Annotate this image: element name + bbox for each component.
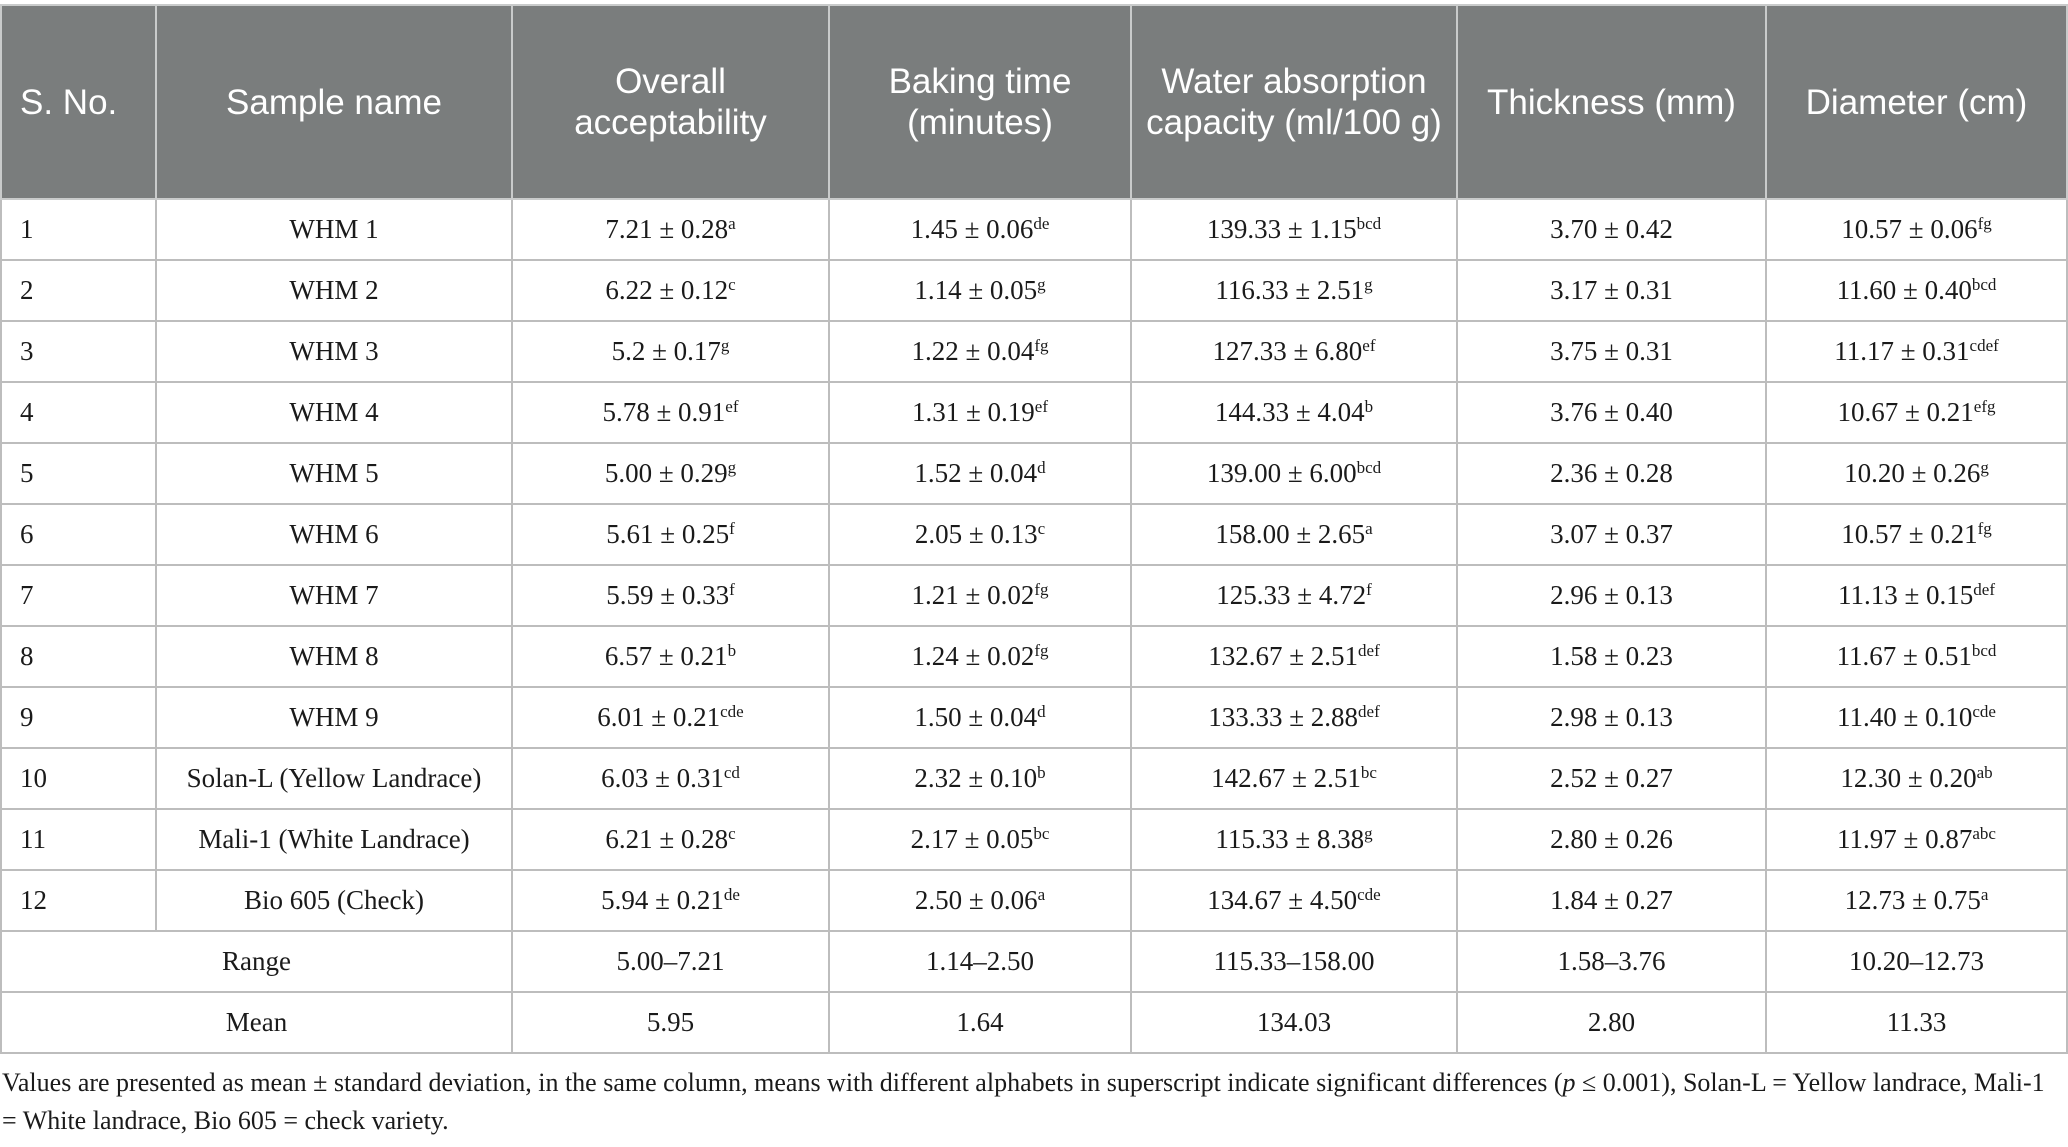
cell-diameter-superscript: bcd bbox=[1971, 275, 1997, 294]
cell-water-absorption-superscript: a bbox=[1365, 519, 1373, 538]
cell-water-absorption-superscript: bcd bbox=[1356, 458, 1382, 477]
cell-sample-name: WHM 4 bbox=[156, 382, 512, 443]
cell-diameter bbox=[1766, 260, 2067, 321]
cell-sample-name: WHM 5 bbox=[156, 443, 512, 504]
cell-overall-acceptability-superscript: c bbox=[728, 275, 736, 294]
cell-overall-acceptability bbox=[512, 809, 829, 870]
summary-dia: 10.20–12.73 bbox=[1766, 931, 2067, 992]
summary-bt: 1.14–2.50 bbox=[829, 931, 1131, 992]
summary-row bbox=[1, 992, 2067, 1053]
cell-diameter-value: 11.13 ± 0.15 bbox=[1837, 580, 1974, 610]
cell-thickness bbox=[1457, 504, 1766, 565]
cell-water-absorption bbox=[1131, 199, 1457, 260]
cell-diameter-superscript: efg bbox=[1973, 397, 1996, 416]
cell-water-absorption bbox=[1131, 748, 1457, 809]
cell-diameter bbox=[1766, 321, 2067, 382]
cell-diameter bbox=[1766, 870, 2067, 931]
cell-baking-time-superscript: b bbox=[1037, 763, 1046, 782]
cell-sno: 11 bbox=[1, 809, 156, 870]
cell-sample-name: Solan-L (Yellow Landrace) bbox=[156, 748, 512, 809]
header-baking-time: Baking time (minutes) bbox=[829, 5, 1131, 199]
header-water-absorption: Water absorption capacity (ml/100 g) bbox=[1131, 5, 1457, 199]
cell-thickness-value: 2.36 ± 0.28 bbox=[1550, 458, 1673, 488]
cell-sno: 5 bbox=[1, 443, 156, 504]
cell-diameter bbox=[1766, 687, 2067, 748]
cell-diameter-value: 10.57 ± 0.21 bbox=[1841, 519, 1978, 549]
table-body bbox=[1, 199, 2067, 1053]
summary-oa: 5.95 bbox=[512, 992, 829, 1053]
cell-water-absorption-value: 133.33 ± 2.88 bbox=[1208, 702, 1359, 732]
cell-overall-acceptability-value: 6.03 ± 0.31 bbox=[601, 763, 724, 793]
cell-water-absorption bbox=[1131, 687, 1457, 748]
cell-baking-time-value: 2.50 ± 0.06 bbox=[914, 885, 1038, 915]
cell-diameter-superscript: abc bbox=[1972, 824, 1996, 843]
table-row bbox=[1, 504, 2067, 565]
cell-water-absorption bbox=[1131, 443, 1457, 504]
cell-overall-acceptability bbox=[512, 626, 829, 687]
cell-water-absorption-superscript: g bbox=[1364, 275, 1373, 294]
cell-overall-acceptability-superscript: cd bbox=[723, 763, 740, 782]
cell-water-absorption bbox=[1131, 260, 1457, 321]
cell-diameter-superscript: g bbox=[1980, 458, 1989, 477]
table-row bbox=[1, 443, 2067, 504]
cell-thickness-value: 3.17 ± 0.31 bbox=[1550, 275, 1673, 305]
cell-water-absorption-value: 134.67 ± 4.50 bbox=[1207, 885, 1358, 915]
cell-sno: 1 bbox=[1, 199, 156, 260]
table-row bbox=[1, 321, 2067, 382]
cell-water-absorption bbox=[1131, 382, 1457, 443]
cell-water-absorption-superscript: b bbox=[1364, 397, 1374, 416]
cell-baking-time bbox=[829, 870, 1131, 931]
summary-row bbox=[1, 931, 2067, 992]
cell-water-absorption-value: 116.33 ± 2.51 bbox=[1215, 275, 1365, 305]
cell-diameter bbox=[1766, 504, 2067, 565]
table-row bbox=[1, 565, 2067, 626]
cell-thickness-value: 2.96 ± 0.13 bbox=[1550, 580, 1673, 610]
header-thickness: Thickness (mm) bbox=[1457, 5, 1766, 199]
cell-water-absorption-superscript: bc bbox=[1360, 763, 1377, 782]
cell-overall-acceptability-superscript: cde bbox=[720, 702, 744, 721]
summary-th: 1.58–3.76 bbox=[1457, 931, 1766, 992]
cell-sample-name: WHM 8 bbox=[156, 626, 512, 687]
summary-th: 2.80 bbox=[1457, 992, 1766, 1053]
cell-thickness bbox=[1457, 870, 1766, 931]
cell-diameter-superscript: a bbox=[1980, 885, 1989, 904]
cell-baking-time-value: 2.05 ± 0.13 bbox=[914, 519, 1038, 549]
cell-baking-time-value: 1.31 ± 0.19 bbox=[911, 397, 1035, 427]
footnote-text-1: Values are presented as mean ± standard deviation, in the same column, means with different alphabets in superscript indicate significant differences ( bbox=[2, 1068, 1563, 1097]
cell-sample-name: WHM 6 bbox=[156, 504, 512, 565]
cell-water-absorption-value: 144.33 ± 4.04 bbox=[1214, 397, 1365, 427]
table-row bbox=[1, 260, 2067, 321]
cell-overall-acceptability-superscript: f bbox=[729, 580, 735, 599]
cell-overall-acceptability-value: 5.59 ± 0.33 bbox=[606, 580, 730, 610]
cell-overall-acceptability-value: 5.00 ± 0.29 bbox=[604, 458, 728, 488]
cell-overall-acceptability-value: 5.78 ± 0.91 bbox=[602, 397, 726, 427]
cell-diameter-value: 12.73 ± 0.75 bbox=[1844, 885, 1981, 915]
cell-thickness-value: 3.76 ± 0.40 bbox=[1550, 397, 1673, 427]
cell-diameter bbox=[1766, 443, 2067, 504]
cell-overall-acceptability-value: 7.21 ± 0.28 bbox=[605, 214, 729, 244]
cell-water-absorption-value: 139.33 ± 1.15 bbox=[1206, 214, 1357, 244]
cell-thickness bbox=[1457, 443, 1766, 504]
cell-diameter bbox=[1766, 626, 2067, 687]
results-table bbox=[0, 4, 2068, 1054]
cell-baking-time-superscript: d bbox=[1037, 458, 1046, 477]
cell-diameter-value: 10.67 ± 0.21 bbox=[1837, 397, 1974, 427]
cell-thickness-value: 3.70 ± 0.42 bbox=[1550, 214, 1673, 244]
cell-overall-acceptability-value: 5.61 ± 0.25 bbox=[606, 519, 730, 549]
cell-thickness bbox=[1457, 321, 1766, 382]
cell-baking-time-value: 1.52 ± 0.04 bbox=[914, 458, 1038, 488]
header-row bbox=[1, 5, 2067, 199]
cell-sno: 8 bbox=[1, 626, 156, 687]
cell-baking-time-superscript: fg bbox=[1034, 641, 1049, 660]
summary-label: Range bbox=[1, 931, 512, 992]
cell-water-absorption-value: 127.33 ± 6.80 bbox=[1212, 336, 1363, 366]
cell-diameter bbox=[1766, 748, 2067, 809]
cell-sno: 2 bbox=[1, 260, 156, 321]
cell-thickness bbox=[1457, 382, 1766, 443]
cell-overall-acceptability bbox=[512, 443, 829, 504]
cell-baking-time-superscript: fg bbox=[1034, 336, 1049, 355]
cell-diameter-superscript: fg bbox=[1977, 214, 1992, 233]
cell-baking-time-superscript: fg bbox=[1034, 580, 1049, 599]
cell-diameter-value: 10.20 ± 0.26 bbox=[1844, 458, 1981, 488]
summary-wac: 134.03 bbox=[1131, 992, 1457, 1053]
summary-label: Mean bbox=[1, 992, 512, 1053]
cell-overall-acceptability bbox=[512, 504, 829, 565]
cell-overall-acceptability bbox=[512, 199, 829, 260]
cell-baking-time-value: 1.21 ± 0.02 bbox=[911, 580, 1035, 610]
cell-baking-time bbox=[829, 626, 1131, 687]
cell-water-absorption-superscript: def bbox=[1358, 702, 1380, 721]
cell-sample-name: WHM 7 bbox=[156, 565, 512, 626]
cell-baking-time-value: 1.50 ± 0.04 bbox=[914, 702, 1038, 732]
cell-overall-acceptability-superscript: de bbox=[723, 885, 740, 904]
cell-baking-time-superscript: ef bbox=[1034, 397, 1049, 416]
summary-oa: 5.00–7.21 bbox=[512, 931, 829, 992]
cell-baking-time-superscript: de bbox=[1033, 214, 1050, 233]
cell-baking-time-value: 1.14 ± 0.05 bbox=[914, 275, 1038, 305]
cell-overall-acceptability bbox=[512, 321, 829, 382]
table-header bbox=[1, 5, 2067, 199]
cell-water-absorption-superscript: def bbox=[1358, 641, 1380, 660]
cell-thickness bbox=[1457, 809, 1766, 870]
cell-overall-acceptability-superscript: b bbox=[727, 641, 737, 660]
cell-diameter-superscript: fg bbox=[1977, 519, 1992, 538]
cell-water-absorption-value: 142.67 ± 2.51 bbox=[1211, 763, 1361, 793]
cell-baking-time bbox=[829, 443, 1131, 504]
cell-baking-time bbox=[829, 504, 1131, 565]
cell-diameter-value: 11.60 ± 0.40 bbox=[1836, 275, 1972, 305]
cell-overall-acceptability bbox=[512, 870, 829, 931]
cell-overall-acceptability bbox=[512, 748, 829, 809]
cell-thickness-value: 1.58 ± 0.23 bbox=[1550, 641, 1673, 671]
cell-sno: 7 bbox=[1, 565, 156, 626]
cell-thickness bbox=[1457, 565, 1766, 626]
cell-water-absorption bbox=[1131, 321, 1457, 382]
cell-water-absorption bbox=[1131, 809, 1457, 870]
cell-overall-acceptability-value: 6.22 ± 0.12 bbox=[605, 275, 729, 305]
cell-water-absorption-value: 132.67 ± 2.51 bbox=[1208, 641, 1359, 671]
cell-sno: 3 bbox=[1, 321, 156, 382]
cell-overall-acceptability-value: 6.21 ± 0.28 bbox=[605, 824, 729, 854]
cell-diameter-superscript: ab bbox=[1976, 763, 1993, 782]
cell-thickness bbox=[1457, 260, 1766, 321]
cell-sno: 6 bbox=[1, 504, 156, 565]
cell-sample-name: Mali-1 (White Landrace) bbox=[156, 809, 512, 870]
cell-water-absorption bbox=[1131, 565, 1457, 626]
cell-baking-time-superscript: a bbox=[1037, 885, 1046, 904]
cell-baking-time bbox=[829, 748, 1131, 809]
cell-baking-time-superscript: g bbox=[1037, 275, 1046, 294]
cell-baking-time-superscript: bc bbox=[1033, 824, 1050, 843]
table-container bbox=[0, 4, 2068, 1140]
cell-overall-acceptability-superscript: ef bbox=[725, 397, 739, 416]
cell-baking-time-superscript: c bbox=[1037, 519, 1046, 538]
cell-water-absorption-superscript: bcd bbox=[1356, 214, 1382, 233]
cell-overall-acceptability-superscript: g bbox=[720, 336, 730, 355]
cell-diameter-value: 11.97 ± 0.87 bbox=[1837, 824, 1973, 854]
cell-water-absorption-superscript: f bbox=[1366, 580, 1372, 599]
cell-baking-time-value: 1.24 ± 0.02 bbox=[911, 641, 1035, 671]
header-diameter: Diameter (cm) bbox=[1766, 5, 2067, 199]
cell-baking-time bbox=[829, 687, 1131, 748]
cell-water-absorption-superscript: cde bbox=[1357, 885, 1381, 904]
cell-diameter bbox=[1766, 809, 2067, 870]
cell-thickness-value: 1.84 ± 0.27 bbox=[1550, 885, 1673, 915]
header-sample-name: Sample name bbox=[156, 5, 512, 199]
cell-water-absorption-superscript: g bbox=[1364, 824, 1373, 843]
footnote-p-symbol: p bbox=[1562, 1068, 1576, 1097]
summary-wac: 115.33–158.00 bbox=[1131, 931, 1457, 992]
cell-diameter-value: 12.30 ± 0.20 bbox=[1840, 763, 1977, 793]
cell-water-absorption-value: 139.00 ± 6.00 bbox=[1206, 458, 1357, 488]
cell-overall-acceptability-value: 5.2 ± 0.17 bbox=[611, 336, 721, 366]
cell-overall-acceptability bbox=[512, 565, 829, 626]
cell-baking-time-value: 2.17 ± 0.05 bbox=[910, 824, 1034, 854]
cell-diameter bbox=[1766, 382, 2067, 443]
cell-diameter-superscript: cdef bbox=[1969, 336, 1999, 355]
table-row bbox=[1, 870, 2067, 931]
cell-baking-time bbox=[829, 565, 1131, 626]
cell-thickness-value: 2.52 ± 0.27 bbox=[1550, 763, 1673, 793]
cell-overall-acceptability-superscript: c bbox=[728, 824, 736, 843]
summary-dia: 11.33 bbox=[1766, 992, 2067, 1053]
cell-sample-name: WHM 3 bbox=[156, 321, 512, 382]
cell-sample-name: Bio 605 (Check) bbox=[156, 870, 512, 931]
cell-diameter-superscript: bcd bbox=[1971, 641, 1997, 660]
cell-thickness-value: 2.80 ± 0.26 bbox=[1550, 824, 1673, 854]
cell-thickness bbox=[1457, 199, 1766, 260]
cell-overall-acceptability-superscript: g bbox=[727, 458, 737, 477]
cell-overall-acceptability-superscript: f bbox=[729, 519, 735, 538]
summary-bt: 1.64 bbox=[829, 992, 1131, 1053]
cell-diameter-value: 11.17 ± 0.31 bbox=[1834, 336, 1970, 366]
header-overall-acceptability: Overall acceptability bbox=[512, 5, 829, 199]
cell-overall-acceptability bbox=[512, 687, 829, 748]
cell-diameter bbox=[1766, 565, 2067, 626]
cell-water-absorption bbox=[1131, 626, 1457, 687]
cell-sample-name: WHM 2 bbox=[156, 260, 512, 321]
table-row bbox=[1, 382, 2067, 443]
cell-diameter-value: 11.67 ± 0.51 bbox=[1836, 641, 1972, 671]
table-footnote bbox=[2, 1064, 2062, 1140]
table-row bbox=[1, 199, 2067, 260]
cell-baking-time-value: 1.22 ± 0.04 bbox=[911, 336, 1035, 366]
cell-diameter-value: 11.40 ± 0.10 bbox=[1837, 702, 1973, 732]
cell-baking-time-superscript: d bbox=[1037, 702, 1046, 721]
cell-baking-time bbox=[829, 199, 1131, 260]
cell-sample-name: WHM 1 bbox=[156, 199, 512, 260]
header-sno: S. No. bbox=[1, 5, 156, 199]
cell-diameter-value: 10.57 ± 0.06 bbox=[1841, 214, 1978, 244]
cell-diameter-superscript: def bbox=[1973, 580, 1996, 599]
table-row bbox=[1, 748, 2067, 809]
table-row bbox=[1, 626, 2067, 687]
cell-water-absorption bbox=[1131, 870, 1457, 931]
cell-thickness bbox=[1457, 626, 1766, 687]
cell-thickness bbox=[1457, 748, 1766, 809]
cell-thickness bbox=[1457, 687, 1766, 748]
cell-sno: 9 bbox=[1, 687, 156, 748]
cell-overall-acceptability-value: 6.01 ± 0.21 bbox=[597, 702, 721, 732]
cell-sno: 10 bbox=[1, 748, 156, 809]
footnote-text-2: ≤ 0.001), Solan-L = Yellow landrace, Mali-1 = White landrace, Bio 605 = check variety. bbox=[2, 1068, 2045, 1135]
cell-baking-time bbox=[829, 809, 1131, 870]
cell-thickness-value: 2.98 ± 0.13 bbox=[1550, 702, 1673, 732]
cell-overall-acceptability-value: 5.94 ± 0.21 bbox=[601, 885, 724, 915]
cell-overall-acceptability-value: 6.57 ± 0.21 bbox=[604, 641, 728, 671]
cell-thickness-value: 3.75 ± 0.31 bbox=[1550, 336, 1673, 366]
cell-water-absorption-value: 115.33 ± 8.38 bbox=[1215, 824, 1365, 854]
table-row bbox=[1, 809, 2067, 870]
cell-diameter bbox=[1766, 199, 2067, 260]
cell-water-absorption-superscript: ef bbox=[1362, 336, 1376, 355]
cell-baking-time bbox=[829, 260, 1131, 321]
cell-diameter-superscript: cde bbox=[1972, 702, 1996, 721]
cell-water-absorption-value: 158.00 ± 2.65 bbox=[1215, 519, 1366, 549]
cell-baking-time bbox=[829, 321, 1131, 382]
cell-sno: 12 bbox=[1, 870, 156, 931]
cell-water-absorption bbox=[1131, 504, 1457, 565]
cell-baking-time-value: 2.32 ± 0.10 bbox=[914, 763, 1038, 793]
cell-thickness-value: 3.07 ± 0.37 bbox=[1550, 519, 1673, 549]
cell-overall-acceptability bbox=[512, 382, 829, 443]
cell-overall-acceptability-superscript: a bbox=[728, 214, 736, 233]
cell-sample-name: WHM 9 bbox=[156, 687, 512, 748]
cell-sno: 4 bbox=[1, 382, 156, 443]
cell-baking-time bbox=[829, 382, 1131, 443]
table-row bbox=[1, 687, 2067, 748]
cell-overall-acceptability bbox=[512, 260, 829, 321]
cell-baking-time-value: 1.45 ± 0.06 bbox=[910, 214, 1034, 244]
cell-water-absorption-value: 125.33 ± 4.72 bbox=[1216, 580, 1367, 610]
